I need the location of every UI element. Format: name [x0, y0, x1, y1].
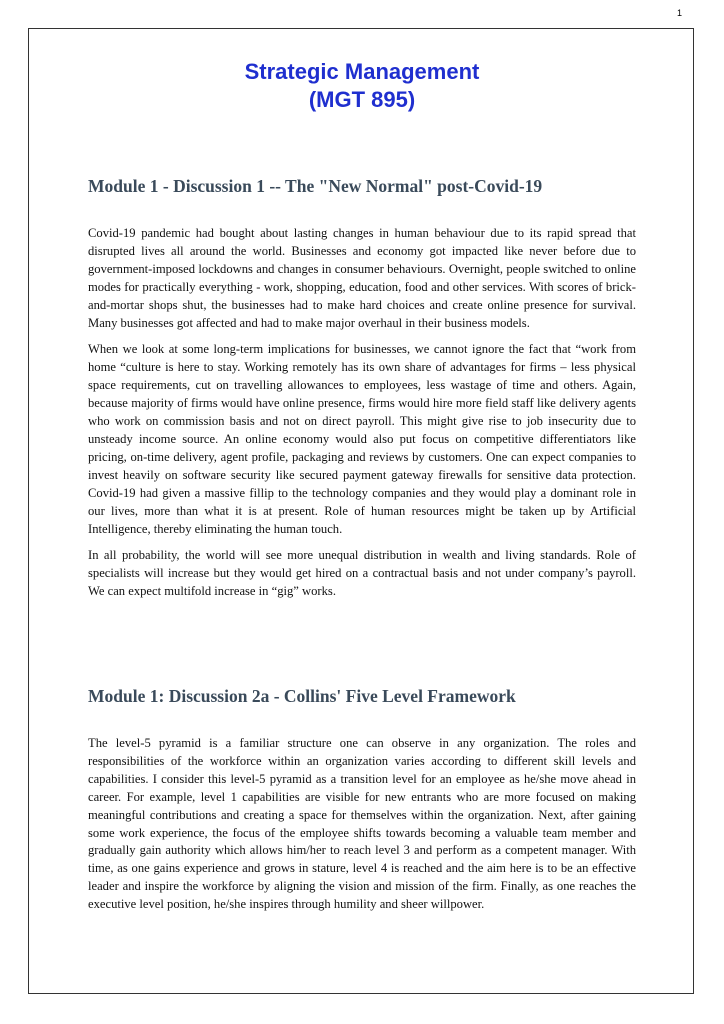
section-heading-1: Module 1 - Discussion 1 -- The "New Normal" post-Covid-19	[88, 176, 543, 196]
title-line-2: (MGT 895)	[308, 87, 416, 112]
document-title	[0, 58, 724, 114]
section-body-1	[88, 225, 636, 610]
title-line-1: Strategic Management	[244, 59, 480, 84]
paragraph: The level-5 pyramid is a familiar structure one can observe in any organization. The roles and responsibilities of the workforce within an organization varies according to different skill levels and capabilities. I consider this level-5 pyramid as a transition level for an employee as he/she move ahead in career. For example, level 1 capabilities are visible for new entrants who are more focused on making meaningful contributions and creating a space for themselves within the organization. Next, after gaining some work experience, the focus of the employee shifts towards becoming a valuable team member and gradually gain authority which allows him/her to reach level 3 and perform as a competent manager. With time, as one gains experience and grows in stature, level 4 is reached and the aim here is to be an effective leader and inspire the workforce by aligning the vision and mission of the firm. Finally, as one reaches the executive level position, he/she inspires through humility and sheer willpower.	[88, 736, 636, 912]
section-body-2	[88, 735, 636, 923]
paragraph: Covid-19 pandemic had bought about lasting changes in human behaviour due to its rapid spread that disrupted lives all around the world. Businesses and economy got impacted like never before due to government-imposed lockdowns and changes in consumer behaviours. Overnight, people switched to online modes for practically everything - work, shopping, education, food and other services. With scores of brick-and-mortar shops shut, the businesses had to make hard choices and create online presence for survival. Many businesses got affected and had to make major overhaul in their business models.	[88, 226, 636, 330]
section-heading-2: Module 1: Discussion 2a - Collins' Five Level Framework	[88, 686, 516, 706]
page-number: 1	[676, 8, 682, 18]
paragraph: When we look at some long-term implications for businesses, we cannot ignore the fact that “work from home “culture is here to stay. Working remotely has its own share of advantages for firms – less physical space requirements, cut on travelling allowances to employees, less wastage of time and others. Again, because majority of firms would have online presence, firms would hire more field staff like delivery agents who work on commission basis and not on direct payroll. This might give rise to job insecurity due to unsteady income source. An online economy would also put focus on competitive differentiators like pricing, on-time delivery, agent profile, packaging and reviews by customers. One can expect companies to invest heavily on software security like secured payment gateway firewalls for sensitive data protection. Covid-19 had given a massive fillip to the technology companies and they would play a dominant role in our lives, more than what it is at present. Role of human resources might be taken up by Artificial Intelligence, thereby eliminating the human touch.	[88, 342, 636, 536]
paragraph: In all probability, the world will see more unequal distribution in wealth and living standards. Role of specialists will increase but they would get hired on a contractual basis and not under company’s payroll. We can expect multifold increase in “gig” works.	[88, 548, 636, 599]
